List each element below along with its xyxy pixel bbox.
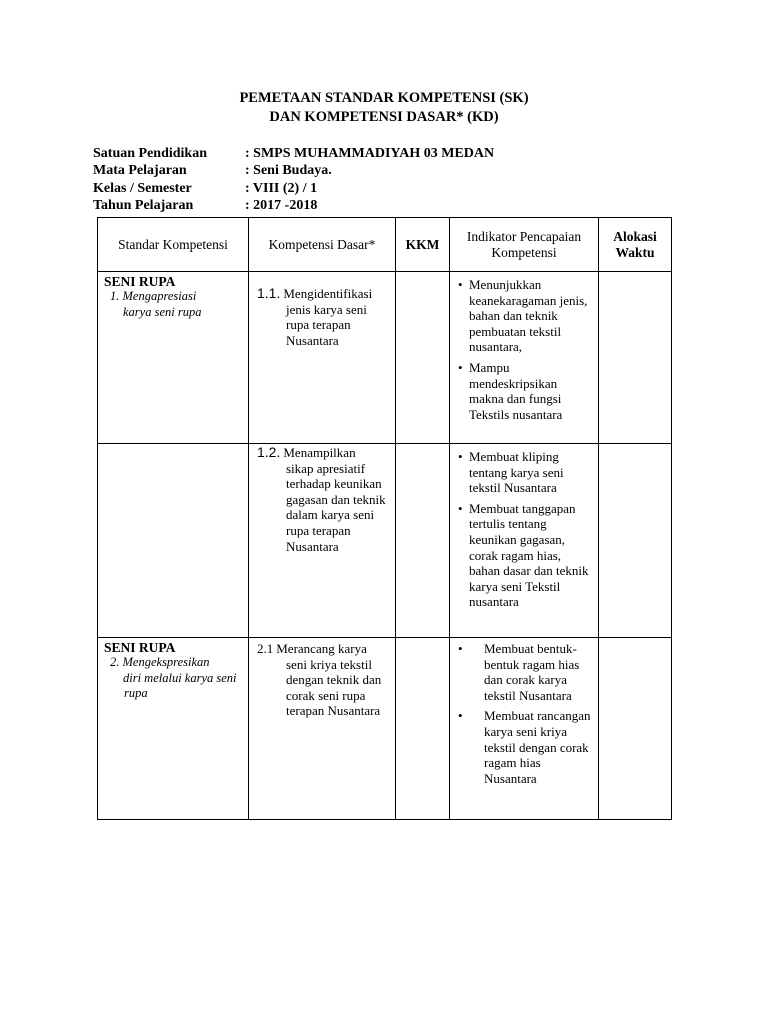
kkm-cell <box>396 638 450 820</box>
kd-cell <box>249 638 396 820</box>
table-header-row <box>98 218 672 272</box>
sk-subtitle-rest: karya seni rupa <box>123 304 202 319</box>
meta-row-satuan <box>93 145 494 162</box>
sk-cell <box>98 444 249 638</box>
list-item <box>458 277 592 355</box>
alokasi-cell <box>599 272 672 444</box>
indikator-cell <box>450 638 599 820</box>
header-kkm: KKM <box>396 218 450 272</box>
meta-row-tahun <box>93 197 494 214</box>
meta-value: : VIII (2) / 1 <box>245 180 318 196</box>
kkm-cell <box>396 272 450 444</box>
bullet-icon: • <box>458 500 463 516</box>
indikator-list <box>458 641 592 786</box>
sk-cell <box>98 638 249 820</box>
sk-subtitle-rest: diri melalui karya seni rupa <box>123 670 237 701</box>
kd-cell <box>249 444 396 638</box>
alokasi-cell <box>599 638 672 820</box>
indikator-text: Mampu mendeskripsikan makna dan fungsi Tekstils nusantara <box>469 359 563 422</box>
kd-text-first: Mengidentifikasi <box>283 286 373 301</box>
sk-title: SENI RUPA <box>104 274 176 289</box>
bullet-icon: • <box>458 359 463 375</box>
indikator-text: Membuat kliping tentang karya seni tekstil Nusantara <box>469 449 564 496</box>
indikator-text: Membuat bentuk-bentuk ragam hias dan corak karya tekstil Nusantara <box>484 641 580 703</box>
indikator-list <box>458 277 592 422</box>
header-standar-kompetensi: Standar Kompetensi <box>98 218 249 272</box>
meta-value: : Seni Budaya. <box>245 163 332 179</box>
list-item <box>458 360 592 422</box>
sk-cell <box>98 272 249 444</box>
table-row <box>98 638 672 820</box>
table-row <box>98 444 672 638</box>
indikator-cell <box>450 444 599 638</box>
sk-subtitle <box>104 289 242 320</box>
kkm-cell <box>396 444 450 638</box>
meta-label: Tahun Pelajaran <box>93 197 194 213</box>
kd-number: 1.2. <box>257 444 281 460</box>
kd-text-rest: seni kriya tekstil dengan teknik dan corak seni rupa terapan Nusantara <box>286 656 382 719</box>
kd-text-first: Merancang karya <box>276 641 367 656</box>
indikator-list <box>458 449 592 610</box>
sk-subtitle-first: 1. Mengapresiasi <box>110 289 197 303</box>
document-title-line-1: PEMETAAN STANDAR KOMPETENSI (SK) <box>239 90 529 106</box>
list-item <box>458 501 592 610</box>
header-indikator: Indikator Pencapaian Kompetensi <box>450 218 599 272</box>
bullet-icon: • <box>458 708 463 724</box>
list-item <box>458 449 592 496</box>
kd-item <box>257 286 389 302</box>
indikator-cell <box>450 272 599 444</box>
list-item <box>458 641 592 703</box>
kd-number: 2.1 <box>257 641 274 656</box>
kd-text-rest: sikap apresiatif terhadap keunikan gagasan dan teknik dalam karya seni rupa terapan Nusantara <box>286 460 386 554</box>
meta-row-mapel <box>93 162 494 179</box>
meta-value: : SMPS MUHAMMADIYAH 03 MEDAN <box>245 146 495 161</box>
list-item <box>458 708 592 786</box>
bullet-icon: • <box>458 641 463 656</box>
indikator-text: Membuat rancangan karya seni kriya tekstil dengan corak ragam hias Nusantara <box>484 708 591 786</box>
document-meta <box>93 145 494 214</box>
alokasi-cell <box>599 444 672 638</box>
kd-item <box>257 445 389 461</box>
bullet-icon: • <box>458 449 463 464</box>
kd-cell <box>249 272 396 444</box>
meta-value: : 2017 -2018 <box>245 197 318 213</box>
header-kompetensi-dasar: Kompetensi Dasar* <box>249 218 396 272</box>
sk-title: SENI RUPA <box>104 640 176 655</box>
sk-subtitle <box>104 655 242 702</box>
sk-kd-table <box>97 217 672 820</box>
header-alokasi-waktu: Alokasi Waktu <box>599 218 672 272</box>
kd-number: 1.1. <box>257 285 281 301</box>
meta-label: Kelas / Semester <box>93 180 192 196</box>
kd-text-first: Menampilkan <box>283 445 356 460</box>
bullet-icon: • <box>458 277 463 292</box>
kd-item <box>257 641 389 657</box>
meta-label: Satuan Pendidikan <box>93 146 207 161</box>
meta-label: Mata Pelajaran <box>93 163 187 179</box>
table-row <box>98 272 672 444</box>
indikator-text: Menunjukkan keanekaragaman jenis, bahan dan teknik pembuatan tekstil nusantara, <box>469 277 588 355</box>
document-title-line-2: DAN KOMPETENSI DASAR* (KD) <box>269 109 499 125</box>
kd-text-rest: jenis karya seni rupa terapan Nusantara <box>286 301 367 348</box>
sk-subtitle-first: 2. Mengekspresikan <box>110 655 210 669</box>
indikator-text: Membuat tanggapan tertulis tentang keunikan gagasan, corak ragam hias, bahan dasar dan teknik karya seni Tekstil nusantara <box>469 500 589 610</box>
meta-row-kelas <box>93 180 494 197</box>
